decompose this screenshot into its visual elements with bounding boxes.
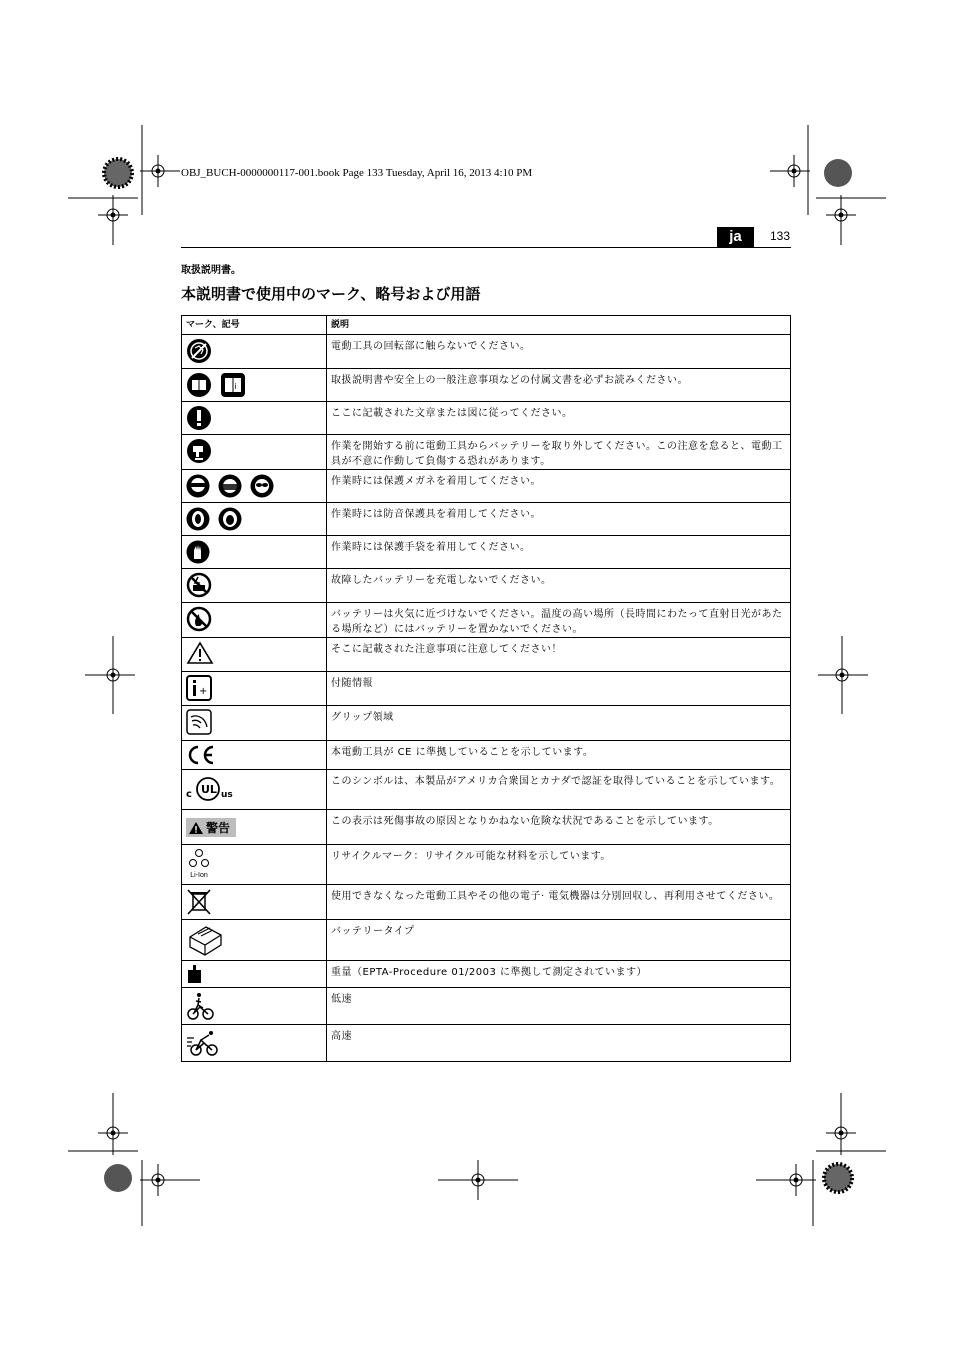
row-desc: 使用できなくなった電動工具やその他の電子· 電気機器は分別回収し、再利用させてください。 (327, 885, 791, 920)
row-desc: このシンボルは、本製品がアメリカ合衆国とカナダで認証を取得していることを示しています。 (327, 770, 791, 810)
no-charge-damaged-icon (186, 572, 212, 598)
table-row (182, 402, 791, 435)
row-desc: この表示は死傷事故の原因となりかねない危険な状況であることを示しています。 (327, 810, 791, 845)
table-row (182, 569, 791, 603)
print-header: OBJ_BUCH-0000000117-001.book Page 133 Tuesday, April 16, 2013 4:10 PM (181, 167, 533, 179)
color-wheel-mark-icon (100, 1160, 136, 1196)
weee-bin-icon (186, 888, 212, 916)
table-row (182, 741, 791, 770)
crop-crosshair-icon (140, 125, 180, 215)
recycle-arrows-icon (187, 848, 211, 868)
crop-crosshair-icon (818, 636, 868, 714)
table-row (182, 672, 791, 706)
table-row (182, 845, 791, 885)
cul-us-icon (186, 773, 234, 805)
no-fire-icon (186, 606, 212, 632)
table-row (182, 770, 791, 810)
warning-label-text: 警告 (206, 821, 231, 835)
color-wheel-mark-icon (820, 1160, 856, 1196)
info-icon (186, 675, 212, 701)
header-rule (181, 247, 791, 248)
row-desc: ここに記載された文章または図に従ってください。 (327, 402, 791, 435)
row-desc: 作業時には保護メガネを着用してください。 (327, 470, 791, 503)
crop-crosshair-icon (816, 1093, 886, 1155)
symbols-table (181, 315, 791, 1062)
color-wheel-mark-icon (100, 155, 136, 191)
row-desc: 重量（EPTA-Procedure 01/2003 に準拠して測定されています） (327, 961, 791, 988)
svg-text:c: c (186, 789, 192, 800)
svg-text:UL: UL (201, 783, 217, 796)
svg-text:+: + (199, 686, 208, 697)
table-row (182, 706, 791, 741)
crop-crosshair-icon (756, 1160, 816, 1226)
row-desc: 低速 (327, 988, 791, 1025)
read-manual-icon (186, 372, 212, 398)
manual-book-icon (220, 372, 246, 398)
warning-triangle-icon (186, 641, 214, 665)
row-desc: 取扱説明書や安全上の一般注意事項などの付属文書を必ずお読みください。 (327, 369, 791, 402)
no-touch-rotating-icon (186, 338, 212, 364)
row-desc: 高速 (327, 1025, 791, 1062)
crop-crosshair-icon (438, 1160, 518, 1200)
row-desc: 付随情報 (327, 672, 791, 706)
face-shield-icon (218, 473, 242, 499)
row-desc: 本電動工具が CE に準拠していることを示しています。 (327, 741, 791, 770)
table-header-row (182, 316, 791, 335)
table-row (182, 885, 791, 920)
crop-crosshair-icon (68, 195, 138, 245)
gloves-icon (186, 539, 210, 565)
helmet-ear-icon (218, 506, 242, 532)
ear-protection-icon (186, 506, 210, 532)
row-desc: そこに記載された注意事項に注意してください！ (327, 638, 791, 672)
remove-battery-icon (186, 438, 212, 464)
table-row (182, 503, 791, 536)
row-desc: 作業を開始する前に電動工具からバッテリーを取り外してください。この注意を怠ると、電動工具が不意に作動して負傷する恐れがあります。 (327, 435, 791, 470)
color-wheel-mark-icon (820, 155, 856, 191)
crop-crosshair-icon (816, 195, 886, 245)
table-row (182, 988, 791, 1025)
row-desc: 電動工具の回転部に触らないでください。 (327, 335, 791, 369)
recycle-li-ion-icon (186, 848, 212, 879)
table-row (182, 369, 791, 402)
crop-crosshair-icon (140, 1160, 200, 1226)
col-desc-header: 説明 (327, 316, 791, 335)
page-number: 133 (770, 229, 791, 243)
battery-type-icon (186, 923, 224, 957)
table-row (182, 638, 791, 672)
high-speed-bike-icon (186, 1028, 220, 1058)
crop-crosshair-icon (85, 636, 135, 714)
ce-mark-icon (186, 744, 216, 766)
weight-icon (186, 964, 204, 984)
li-ion-label: Li-Ion (190, 872, 208, 879)
table-row (182, 435, 791, 470)
row-desc: リサイクルマーク：リサイクル可能な材料を示しています。 (327, 845, 791, 885)
table-row (182, 470, 791, 503)
row-desc: 故障したバッテリーを充電しないでください。 (327, 569, 791, 603)
table-row (182, 920, 791, 961)
section-title: 本説明書で使用中のマーク、略号および用語 (181, 285, 481, 303)
table-row (182, 810, 791, 845)
table-row (182, 1025, 791, 1062)
warning-triangle-small-icon (189, 822, 203, 834)
row-desc: 作業時には防音保護具を着用してください。 (327, 503, 791, 536)
row-desc: 作業時には保護手袋を着用してください。 (327, 536, 791, 569)
safety-glasses-icon (186, 473, 210, 499)
table-row (182, 335, 791, 369)
table-row (182, 961, 791, 988)
table-row (182, 536, 791, 569)
row-desc: グリップ領域 (327, 706, 791, 741)
warning-label-icon (186, 818, 236, 837)
crop-crosshair-icon (770, 125, 810, 215)
col-symbol-header: マーク、記号 (182, 316, 327, 335)
row-desc: バッテリーは火気に近づけないでください。温度の高い場所（長時間にわたって直射日光があたる場所など）にはバッテリーを置かないでください。 (327, 603, 791, 638)
goggles-icon (250, 473, 274, 499)
crop-crosshair-icon (68, 1093, 138, 1155)
low-speed-bike-icon (186, 991, 216, 1021)
intro-text: 取扱説明書。 (181, 265, 241, 276)
svg-text:us: us (221, 790, 233, 800)
language-tab: ja (717, 227, 754, 247)
grip-area-icon (186, 709, 212, 735)
table-row (182, 603, 791, 638)
row-desc: バッテリータイプ (327, 920, 791, 961)
exclamation-icon (186, 405, 212, 431)
svg-text:i: i (234, 382, 237, 391)
